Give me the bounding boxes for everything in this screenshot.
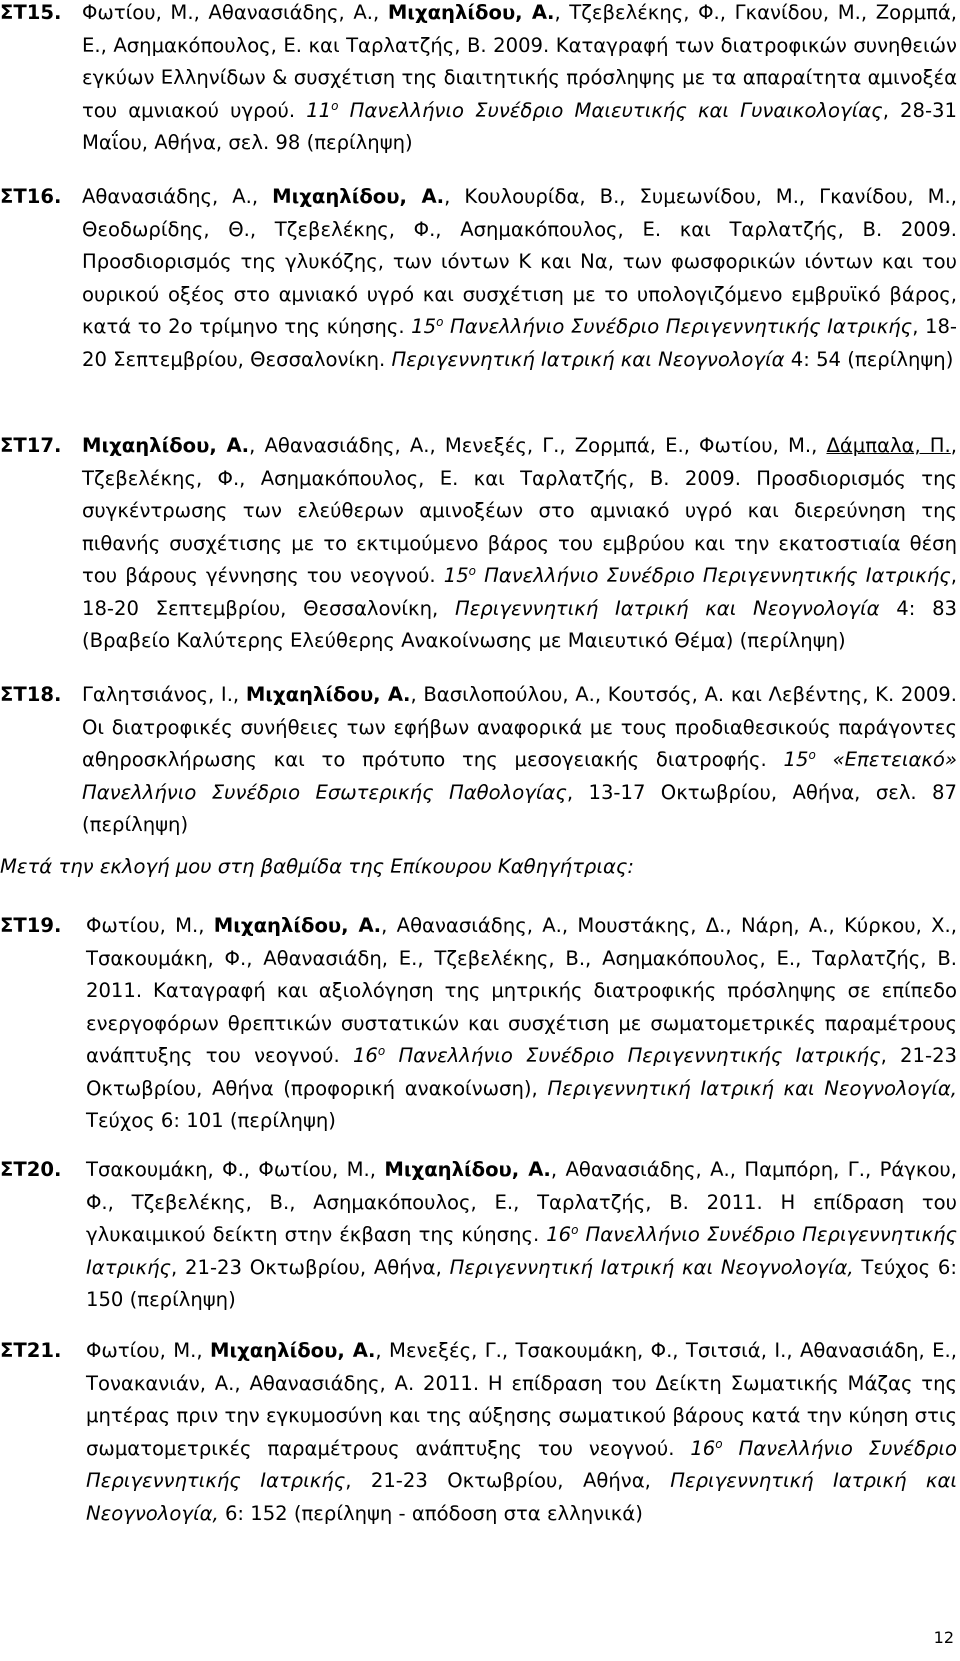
- author-underlined: Δάμπαλα, Π.: [826, 434, 951, 457]
- reference-text: Φωτίου, Μ., Μιχαηλίδου, Α., Μενεξές, Γ., Τσακουμάκη, Φ., Τσιτσιά, Ι., Αθανασιάδη, Ε., Τονακανιάν, Α., Αθανασιάδης, Α. 2011. Η επίδραση του Δείκτη Σωματικής Μάζας της μητέρας πριν την εγκυμοσύνη και της αύξησης σωματικού βάρους κατά την κύηση στις σωματομετρικές παραμέτρους ανάπτυξης του νεογνού. $16^o$ Πανελλήνιο Συνέδριο Περιγεννητικής Ιατρικής, 21-23 Οκτωβρίου, Αθήνα, Περιγεννητική Ιατρική και Νεογνολογία, 6: 152 (περίληψη - απόδοση στα ελληνικά): [86, 1339, 957, 1525]
- reference-label: ΣΤ16.: [0, 185, 62, 208]
- reference-label: ΣΤ21.: [0, 1339, 62, 1362]
- reference-text: Τσακουμάκη, Φ., Φωτίου, Μ., Μιχαηλίδου, Α., Αθανασιάδης, Α., Παμπόρη, Γ., Ράγκου, Φ., Τζεβελέκης, Β., Ασημακόπουλος, Ε., Ταρλατζής, Β. 2011. Η επίδραση του γλυκαιμικού δείκτη στην έκβαση της κύησης. $16^o$ Πανελλήνιο Συνέδριο Περιγεννητικής Ιατρικής, 21-23 Οκτωβρίου, Αθήνα, Περιγεννητική Ιατρική και Νεογνολογία, Τεύχος 6: 150 (περίληψη): [86, 1158, 957, 1311]
- reference-entry: [0, 0, 957, 160]
- reference-label: ΣΤ18.: [0, 683, 62, 706]
- reference-text: Γαλητσιάνος, Ι., Μιχαηλίδου, Α., Βασιλοπούλου, Α., Κουτσός, Α. και Λεβέντης, Κ. 2009. Οι διατροφικές συνήθειες των εφήβων αναφορικά με τους προδιαθεσικούς παράγοντες αθηροσκλήρωσης και το πρότυπο της μεσογειακής διατροφής. $15^o$ «Επετειακό» Πανελλήνιο Συνέδριο Εσωτερικής Παθολογίας, 13-17 Οκτωβρίου, Αθήνα, σελ. 87 (περίληψη): [82, 683, 958, 836]
- reference-entry: [0, 910, 957, 1138]
- author-highlight: Μιχαηλίδου, Α.: [272, 185, 445, 208]
- reference-label: ΣΤ19.: [0, 914, 62, 937]
- author-highlight: Μιχαηλίδου, Α.: [384, 1158, 551, 1181]
- conference-name: $16^o$ Πανελλήνιο Συνέδριο Περιγεννητικής Ιατρικής: [86, 1223, 957, 1279]
- journal-name: Περιγεννητική Ιατρική και Νεογνολογία,: [547, 1076, 957, 1100]
- conference-name: $16^o$ Πανελλήνιο Συνέδριο Περιγεννητικής Ιατρικής: [86, 1436, 957, 1492]
- reference-entry: [0, 1335, 957, 1530]
- conference-name: $15^o$ Πανελλήνιο Συνέδριο Περιγεννητικής Ιατρικής: [411, 315, 913, 338]
- author-highlight: Μιχαηλίδου, Α.: [209, 1339, 376, 1362]
- author-highlight: Μιχαηλίδου, Α.: [387, 1, 555, 24]
- page-number: 12: [933, 1628, 954, 1647]
- reference-text: Αθανασιάδης, Α., Μιχαηλίδου, Α., Κουλουρίδα, Β., Συμεωνίδου, Μ., Γκανίδου, Μ., Θεοδωρίδης, Θ., Τζεβελέκης, Φ., Ασημακόπουλος, Ε. και Ταρλατζής, Β. 2009. Προσδιορισμός της γλυκόζης, των ιόντων Κ και Να, των φωσφορικών ιόντων και του ουρικού οξέος στο αμνιακό υγρό και συσχέτιση με το υπολογιζόμενο εμβρυϊκό βάρος, κατά το 2ο τρίμηνο της κύησης. $15^o$ Πανελλήνιο Συνέδριο Περιγεννητικής Ιατρικής, 18-20 Σεπτεμβρίου, Θεσσαλονίκη. Περιγεννητική Ιατρική και Νεογνολογία 4: 54 (περίληψη): [82, 185, 957, 371]
- journal-name: Περιγεννητική Ιατρική και Νεογνολογία,: [86, 1469, 957, 1525]
- reference-text: Φωτίου, Μ., Μιχαηλίδου, Α., Αθανασιάδης, Α., Μουστάκης, Δ., Νάρη, Α., Κύρκου, Χ., Τσακουμάκη, Φ., Αθανασιάδη, Ε., Τζεβελέκης, Β., Ασημακόπουλος, Ε., Ταρλατζής, Β. 2011. Καταγραφή και αξιολόγηση της μητρικής διατροφικής πρόσληψης σε επίπεδο ενεργοφόρων θρεπτικών συστατικών και συσχέτιση με σωματομετρικές παραμέτρους ανάπτυξης του νεογνού. $16^o$ Πανελλήνιο Συνέδριο Περιγεννητικής Ιατρικής, 21-23 Οκτωβρίου, Αθήνα (προφορική ανακοίνωση), Περιγεννητική Ιατρική και Νεογνολογία, Τεύχος 6: 101 (περίληψη): [86, 914, 957, 1132]
- reference-entry: [0, 430, 957, 658]
- reference-text: Φωτίου, Μ., Αθανασιάδης, Α., Μιχαηλίδου, Α., Τζεβελέκης, Φ., Γκανίδου, Μ., Ζορμπά, Ε., Ασημακόπουλος, Ε. και Ταρλατζής, Β. 2009. Καταγραφή των διατροφικών συνηθειών εγκύων Ελληνίδων & συσχέτιση της διαιτητικής πρόσληψης με τα απαραίτητα αμινοξέα του αμνιακού υγρού. $11^o$ Πανελλήνιο Συνέδριο Μαιευτικής και Γυναικολογίας, 28-31 Μαΐου, Αθήνα, σελ. 98 (περίληψη): [82, 1, 957, 154]
- journal-name: Περιγεννητική Ιατρική και Νεογνολογία,: [449, 1255, 854, 1279]
- reference-entry: [0, 679, 957, 842]
- journal-name: Περιγεννητική Ιατρική και Νεογνολογία: [454, 596, 880, 620]
- reference-label: ΣΤ17.: [0, 434, 62, 457]
- reference-entry: [0, 1154, 957, 1317]
- conference-name: $15^o$ Πανελλήνιο Συνέδριο Περιγεννητικής Ιατρικής: [443, 564, 951, 587]
- journal-name: Περιγεννητική Ιατρική και Νεογνολογία: [391, 347, 785, 371]
- section-note: Μετά την εκλογή μου στη βαθμίδα της Επίκουρου Καθηγήτριας:: [0, 855, 634, 878]
- reference-label: ΣΤ20.: [0, 1158, 62, 1181]
- reference-label: ΣΤ15.: [0, 1, 62, 24]
- reference-entry: [0, 181, 957, 376]
- author-highlight: Μιχαηλίδου, Α.: [245, 683, 411, 706]
- conference-name: $16^o$ Πανελλήνιο Συνέδριο Περιγεννητικής Ιατρικής: [352, 1044, 881, 1067]
- author-highlight: Μιχαηλίδου, Α.: [82, 434, 250, 457]
- reference-text: Μιχαηλίδου, Α., Αθανασιάδης, Α., Μενεξές, Γ., Ζορμπά, Ε., Φωτίου, Μ., Δάμπαλα, Π., Τζεβελέκης, Φ., Ασημακόπουλος, Ε. και Ταρλατζής, Β. 2009. Προσδιορισμός της συγκέντρωσης των ελεύθερων αμινοξέων στο αμνιακό υγρό και διερεύνηση της πιθανής συσχέτισης με το εκτιμούμενο βάρος του εμβρύου και την εκατοστιαία θέση του βάρους γέννησης του νεογνού. $15^o$ Πανελλήνιο Συνέδριο Περιγεννητικής Ιατρικής, 18-20 Σεπτεμβρίου, Θεσσαλονίκη, Περιγεννητική Ιατρική και Νεογνολογία 4: 83 (Βραβείο Καλύτερης Ελεύθερης Ανακοίνωσης με Μαιευτικό Θέμα) (περίληψη): [82, 434, 958, 652]
- conference-name: $11^o$ Πανελλήνιο Συνέδριο Μαιευτικής και Γυναικολογίας: [306, 98, 883, 122]
- conference-name: $15^o$ «Επετειακό» Πανελλήνιο Συνέδριο Εσωτερικής Παθολογίας: [82, 748, 957, 804]
- author-highlight: Μιχαηλίδου, Α.: [213, 914, 382, 937]
